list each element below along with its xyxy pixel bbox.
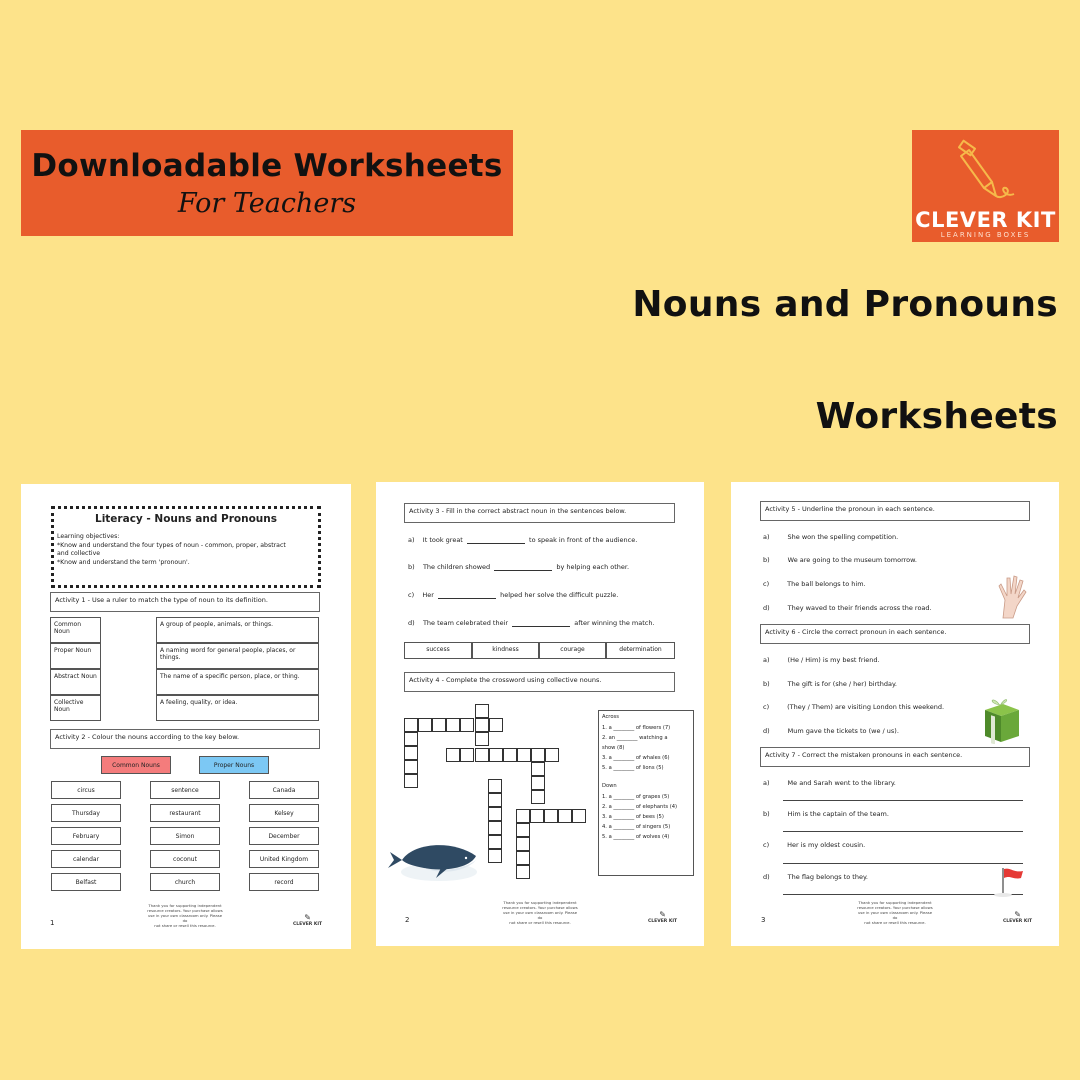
crossword-square[interactable] <box>446 718 460 732</box>
word-chip: Kelsey <box>249 804 319 822</box>
activity-3-header: Activity 3 - Fill in the correct abstract noun in the sentences below. <box>404 503 675 523</box>
worksheet-page-3 <box>731 482 1059 946</box>
footer-brand: CLEVER KIT <box>1003 919 1033 924</box>
word-chip: circus <box>51 781 121 799</box>
objectives-label: Learning objectives: <box>57 533 120 540</box>
sentence-text: The flag belongs to they. <box>787 873 868 881</box>
page-number: 1 <box>50 919 55 927</box>
pencil-icon: ✎ <box>659 910 666 919</box>
crossword-square[interactable] <box>446 748 460 762</box>
sentence-letter: c) <box>763 841 770 849</box>
down-clue: 1. a ________ of grapes (5) <box>602 794 670 800</box>
sentence-after: after winning the match. <box>574 619 655 627</box>
sentence-before: Her <box>422 591 434 599</box>
waving-hand-icon <box>993 572 1029 620</box>
sentence-before: The team celebrated their <box>422 619 509 627</box>
noun-type-cell: Common Noun <box>50 617 101 643</box>
objective-2: *Know and understand the term 'pronoun'. <box>57 559 190 567</box>
activity-1-header: Activity 1 - Use a ruler to match the type of noun to its definition. <box>50 592 320 612</box>
sentence-text: Her is my oldest cousin. <box>787 841 866 849</box>
noun-type-cell: Collective Noun <box>50 695 101 721</box>
logo-name: CLEVER KIT <box>915 208 1056 232</box>
word-chip: United Kingdom <box>249 850 319 868</box>
crossword-square[interactable] <box>404 746 418 760</box>
footer-note <box>501 901 579 926</box>
word-bank-item: kindness <box>472 642 539 659</box>
sentence-row <box>763 656 880 664</box>
answer-blank[interactable] <box>512 626 570 627</box>
sentence-after: to speak in front of the audience. <box>529 536 638 544</box>
page1-title: Literacy - Nouns and Pronouns <box>95 513 277 525</box>
footer-line: resource creators. Your purchase allows <box>502 905 578 911</box>
sentence-text[interactable]: (He / Him) is my best friend. <box>787 656 880 664</box>
flag-icon <box>993 866 1029 898</box>
answer-line[interactable] <box>783 800 1023 801</box>
whale-icon <box>384 822 484 892</box>
word-bank-item: determination <box>606 642 675 659</box>
sentence-row <box>408 619 655 627</box>
crossword-square[interactable] <box>418 718 432 732</box>
crossword-square[interactable] <box>475 732 489 746</box>
pencil-icon <box>952 134 1020 206</box>
logo-tagline: LEARNING BOXES <box>940 231 1031 239</box>
crossword-square[interactable] <box>404 732 418 746</box>
word-bank-item: courage <box>539 642 606 659</box>
page-number: 2 <box>405 916 410 924</box>
footer-line: Thank you for supporting independent <box>503 900 577 906</box>
footer-note <box>146 904 224 929</box>
answer-line[interactable] <box>783 831 1023 832</box>
sentence-letter: c) <box>763 703 770 711</box>
footer-logo <box>648 910 677 924</box>
sentence-after: by helping each other. <box>556 563 630 571</box>
across-clue: 2. an ________ watching a <box>602 735 668 741</box>
sentence-letter: b) <box>763 556 770 564</box>
sentence-row <box>763 703 944 711</box>
activity-6-header: Activity 6 - Circle the correct pronoun in each sentence. <box>760 624 1030 644</box>
sentence-text[interactable]: The ball belongs to him. <box>787 580 866 588</box>
sentence-letter: c) <box>763 580 770 588</box>
answer-line[interactable] <box>783 894 1023 895</box>
sentence-letter: d) <box>763 873 770 881</box>
footer-line: Thank you for supporting independent <box>858 900 932 906</box>
crossword-square[interactable] <box>531 748 545 762</box>
sentence-letter: b) <box>763 810 770 818</box>
proper-nouns-key: Proper Nouns <box>199 756 269 774</box>
crossword-square[interactable] <box>404 718 418 732</box>
title-box <box>51 506 321 588</box>
banner-title: Downloadable Worksheets <box>31 148 503 184</box>
sentence-before: It took great <box>422 536 463 544</box>
sentence-letter: a) <box>763 779 770 787</box>
crossword-square[interactable] <box>530 809 544 823</box>
crossword-square[interactable] <box>516 865 530 879</box>
sentence-row <box>763 580 866 588</box>
word-chip: restaurant <box>150 804 220 822</box>
crossword-square[interactable] <box>544 809 558 823</box>
word-chip: church <box>150 873 220 891</box>
crossword-square[interactable] <box>489 748 503 762</box>
objective-1a: *Know and understand the four types of noun - common, proper, abstract <box>57 541 286 549</box>
word-chip: Canada <box>249 781 319 799</box>
sentence-text: Me and Sarah went to the library. <box>787 779 896 787</box>
crossword-square[interactable] <box>572 809 586 823</box>
gift-icon <box>981 696 1023 744</box>
footer-line: use in your own classroom only. Please do <box>502 910 578 921</box>
footer-line: use in your own classroom only. Please do <box>147 913 223 924</box>
sentence-row <box>763 841 865 849</box>
sentence-letter: a) <box>763 533 770 541</box>
footer-brand: CLEVER KIT <box>648 919 678 924</box>
pencil-icon: ✎ <box>304 913 311 922</box>
crossword-square[interactable] <box>460 748 474 762</box>
crossword-clues-box <box>598 710 694 876</box>
sentence-row <box>763 680 897 688</box>
crossword-square[interactable] <box>488 779 502 793</box>
sentence-row <box>408 591 618 599</box>
sentence-text[interactable]: The gift is for (she / her) birthday. <box>787 680 897 688</box>
objective-1b: and collective <box>57 550 101 558</box>
crossword-square[interactable] <box>404 774 418 788</box>
sentence-before: The children showed <box>422 563 491 571</box>
crossword-square[interactable] <box>489 718 503 732</box>
crossword-square[interactable] <box>531 790 545 804</box>
sentence-row <box>408 563 629 571</box>
word-chip: December <box>249 827 319 845</box>
down-label: Down <box>602 783 617 789</box>
footer-line: not share or resell this resource. <box>509 920 571 926</box>
word-chip: Simon <box>150 827 220 845</box>
activity-7-header: Activity 7 - Correct the mistaken pronouns in each sentence. <box>760 747 1030 767</box>
crossword-square[interactable] <box>475 748 489 762</box>
footer-line: Thank you for supporting independent <box>148 903 222 909</box>
crossword-square[interactable] <box>531 762 545 776</box>
activity-5-header: Activity 5 - Underline the pronoun in each sentence. <box>760 501 1030 521</box>
sentence-letter: a) <box>408 536 415 544</box>
sentence-text: Him is the captain of the team. <box>787 810 889 818</box>
definition-cell: A naming word for general people, places, or things. <box>156 643 319 669</box>
word-chip: record <box>249 873 319 891</box>
sentence-row <box>763 810 889 818</box>
sentence-text[interactable]: They waved to their friends across the road. <box>787 604 932 612</box>
footer-brand: CLEVER KIT <box>293 922 323 927</box>
answer-blank[interactable] <box>494 570 552 571</box>
word-chip: Thursday <box>51 804 121 822</box>
sentence-row <box>763 779 896 787</box>
definition-cell: A group of people, animals, or things. <box>156 617 319 643</box>
footer-line: resource creators. Your purchase allows <box>857 905 933 911</box>
page-number: 3 <box>761 916 766 924</box>
worksheet-page-1 <box>21 484 351 949</box>
crossword-square[interactable] <box>488 821 502 835</box>
crossword-square[interactable] <box>516 837 530 851</box>
crossword-square[interactable] <box>404 760 418 774</box>
sentence-row <box>763 727 899 735</box>
sentence-letter: c) <box>408 591 415 599</box>
down-clue: 3. a ________ of bees (5) <box>602 814 664 820</box>
sentence-letter: b) <box>763 680 770 688</box>
activity-4-header: Activity 4 - Complete the crossword using collective nouns. <box>404 672 675 692</box>
sentence-letter: b) <box>408 563 415 571</box>
sentence-row <box>763 873 868 881</box>
crossword-square[interactable] <box>516 823 530 837</box>
sentence-letter: d) <box>763 604 770 612</box>
sentence-row <box>763 533 898 541</box>
crossword-square[interactable] <box>460 718 474 732</box>
sentence-after: helped her solve the difficult puzzle. <box>500 591 619 599</box>
word-chip: sentence <box>150 781 220 799</box>
crossword-square[interactable] <box>432 718 446 732</box>
crossword-square[interactable] <box>488 793 502 807</box>
sentence-row <box>408 536 637 544</box>
footer-logo <box>1003 910 1032 924</box>
crossword-square[interactable] <box>488 849 502 863</box>
banner-subtitle: For Teachers <box>177 188 357 219</box>
worksheet-page-2 <box>376 482 704 946</box>
footer-logo <box>293 913 322 927</box>
sentence-row <box>763 556 917 564</box>
word-chip: calendar <box>51 850 121 868</box>
answer-blank[interactable] <box>467 543 525 544</box>
noun-type-cell: Abstract Noun <box>50 669 101 695</box>
crossword-square[interactable] <box>516 809 530 823</box>
crossword-square[interactable] <box>475 704 489 718</box>
footer-line: not share or resell this resource. <box>154 923 216 929</box>
sentence-text[interactable]: We are going to the museum tomorrow. <box>787 556 917 564</box>
across-clue: 3. a ________ of whales (6) <box>602 755 670 761</box>
footer-note <box>856 901 934 926</box>
definition-cell: The name of a specific person, place, or thing. <box>156 669 319 695</box>
sentence-letter: d) <box>763 727 770 735</box>
down-clue: 2. a ________ of elephants (4) <box>602 804 678 810</box>
across-clue: 5. a ________ of lions (5) <box>602 765 664 771</box>
activity-2-header: Activity 2 - Colour the nouns according to the key below. <box>50 729 320 749</box>
sentence-letter: d) <box>408 619 415 627</box>
sentence-text[interactable]: Mum gave the tickets to (we / us). <box>787 727 899 735</box>
noun-type-cell: Proper Noun <box>50 643 101 669</box>
crossword-square[interactable] <box>531 776 545 790</box>
word-chip: February <box>51 827 121 845</box>
heading-nouns-pronouns: Nouns and Pronouns <box>632 284 1058 325</box>
title-banner <box>21 130 513 236</box>
word-chip: coconut <box>150 850 220 868</box>
common-nouns-key: Common Nouns <box>101 756 171 774</box>
across-clue: 1. a ________ of flowers (7) <box>602 725 671 731</box>
definition-cell: A feeling, quality, or idea. <box>156 695 319 721</box>
pencil-icon: ✎ <box>1014 910 1021 919</box>
crossword-square[interactable] <box>516 851 530 865</box>
answer-line[interactable] <box>783 863 1023 864</box>
crossword-square[interactable] <box>545 748 559 762</box>
crossword-square[interactable] <box>488 807 502 821</box>
clever-kit-logo <box>912 130 1059 242</box>
word-chip: Belfast <box>51 873 121 891</box>
footer-line: resource creators. Your purchase allows <box>147 908 223 914</box>
crossword-square[interactable] <box>558 809 572 823</box>
sentence-text[interactable]: (They / Them) are visiting London this weekend. <box>787 703 945 711</box>
sentence-row <box>763 604 932 612</box>
sentence-letter: a) <box>763 656 770 664</box>
across-clue: show (8) <box>602 745 625 751</box>
sentence-text[interactable]: She won the spelling competition. <box>787 533 899 541</box>
footer-line: not share or resell this resource. <box>864 920 926 926</box>
word-bank-item: success <box>404 642 472 659</box>
heading-worksheets: Worksheets <box>815 396 1058 437</box>
down-clue: 5. a ________ of wolves (4) <box>602 834 670 840</box>
crossword-square[interactable] <box>488 835 502 849</box>
crossword-square[interactable] <box>517 748 531 762</box>
across-label: Across <box>602 714 619 720</box>
crossword-square[interactable] <box>475 718 489 732</box>
answer-blank[interactable] <box>438 598 496 599</box>
crossword-square[interactable] <box>503 748 517 762</box>
down-clue: 4. a ________ of singers (5) <box>602 824 671 830</box>
footer-line: use in your own classroom only. Please do <box>857 910 933 921</box>
